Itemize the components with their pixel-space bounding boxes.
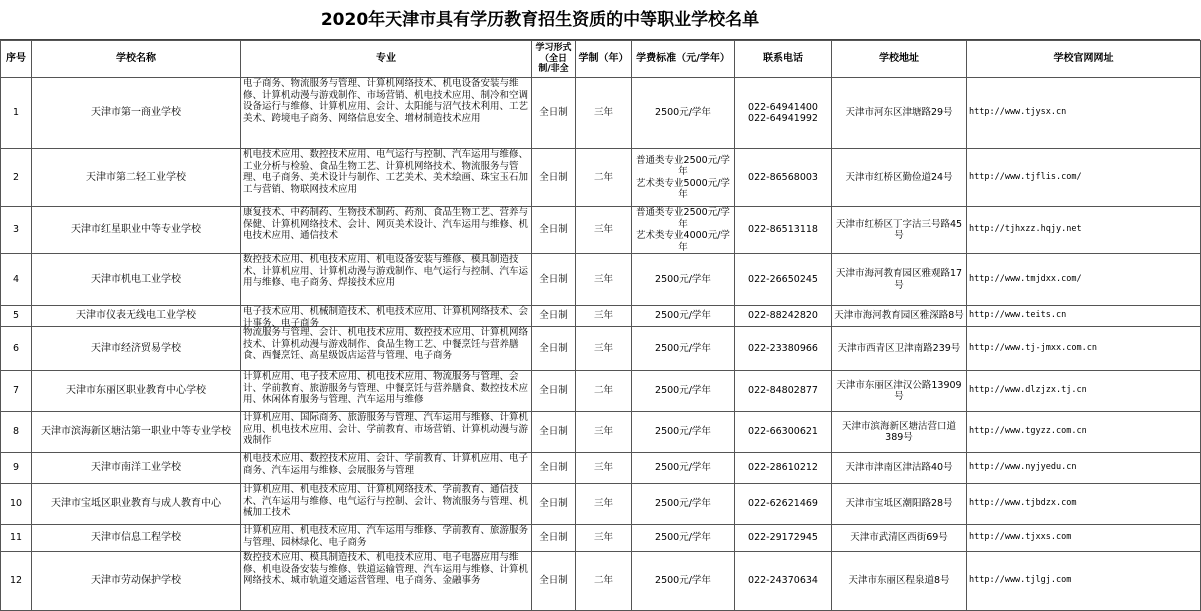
cell-website[interactable]: http://www.tjlgj.com bbox=[967, 552, 1201, 611]
table-row bbox=[1, 254, 1201, 306]
cell-website[interactable]: http://www.dlzjzx.tj.cn bbox=[967, 371, 1201, 412]
cell-school[interactable]: 天津市劳动保护学校 bbox=[32, 552, 241, 611]
table-row bbox=[1, 453, 1201, 484]
cell-school[interactable]: 天津市滨海新区塘沽第一职业中等专业学校 bbox=[32, 412, 241, 453]
cell-fee[interactable]: 2500元/学年 bbox=[632, 306, 735, 327]
cell-school[interactable]: 天津市机电工业学校 bbox=[32, 254, 241, 306]
cell-fee[interactable]: 2500元/学年 bbox=[632, 327, 735, 371]
cell-website[interactable]: http://tjhxzz.hqjy.net bbox=[967, 207, 1201, 254]
cell-form[interactable]: 全日制 bbox=[532, 484, 576, 525]
cell-phone[interactable]: 022-64941400 022-64941992 bbox=[735, 78, 832, 149]
cell-major[interactable] bbox=[241, 207, 532, 254]
cell-phone[interactable]: 022-88242820 bbox=[735, 306, 832, 327]
header-row bbox=[1, 41, 1201, 78]
major-text: 电子商务、物流服务与管理、计算机网络技术、机电设备安装与维修、计算机动漫与游戏制作、市场营销、机电技术应用、制冷和空调设备运行与维修、计算机应用、会计、太阳能与沼气技术利用、工艺美术、跨境电子商务、网络信息安全、增材制造技术应用 bbox=[243, 78, 529, 124]
cell-index[interactable]: 3 bbox=[1, 207, 32, 254]
cell-index[interactable]: 4 bbox=[1, 254, 32, 306]
cell-index[interactable]: 9 bbox=[1, 453, 32, 484]
cell-index[interactable]: 12 bbox=[1, 552, 32, 611]
header-years[interactable]: 学制（年） bbox=[576, 41, 632, 78]
cell-website[interactable]: http://www.tgyzz.com.cn bbox=[967, 412, 1201, 453]
major-text: 计算机应用、电子技术应用、机电技术应用、物流服务与管理、会计、学前教育、旅游服务与管理、中餐烹饪与营养膳食、数控技术应用、休闲体育服务与管理、汽车运用与维修 bbox=[243, 371, 529, 405]
cell-phone[interactable]: 022-24370634 bbox=[735, 552, 832, 611]
cell-address[interactable]: 天津市东丽区津汉公路13909号 bbox=[832, 371, 967, 412]
cell-years[interactable]: 三年 bbox=[576, 412, 632, 453]
cell-form[interactable]: 全日制 bbox=[532, 306, 576, 327]
major-text: 计算机应用、机电技术应用、计算机网络技术、学前教育、通信技术、汽车运用与维修、电气运行与控制、会计、物流服务与管理、机械加工技术 bbox=[243, 484, 529, 518]
cell-form[interactable]: 全日制 bbox=[532, 254, 576, 306]
cell-school[interactable]: 天津市东丽区职业教育中心学校 bbox=[32, 371, 241, 412]
header-address[interactable]: 学校地址 bbox=[832, 41, 967, 78]
cell-years[interactable]: 三年 bbox=[576, 525, 632, 552]
cell-school[interactable]: 天津市第一商业学校 bbox=[32, 78, 241, 149]
cell-website[interactable]: http://www.teits.cn bbox=[967, 306, 1201, 327]
major-text: 电子技术应用、机械制造技术、机电技术应用、计算机网络技术、会计事务、电子商务 bbox=[243, 306, 529, 329]
cell-fee[interactable]: 普通类专业2500元/学年 艺术类专业5000元/学年 bbox=[632, 149, 735, 207]
cell-phone[interactable]: 022-84802877 bbox=[735, 371, 832, 412]
cell-years[interactable]: 二年 bbox=[576, 552, 632, 611]
cell-school[interactable]: 天津市红星职业中等专业学校 bbox=[32, 207, 241, 254]
cell-major[interactable] bbox=[241, 371, 532, 412]
sheet-title-text: 2020年天津市具有学历教育招生资质的中等职业学校名单 bbox=[320, 10, 760, 30]
cell-website[interactable]: http://www.tmjdxx.com/ bbox=[967, 254, 1201, 306]
major-text: 物流服务与管理、会计、机电技术应用、数控技术应用、计算机网络技术、计算机动漫与游戏制作、食品生物工艺、中餐烹饪与营养膳食、西餐烹饪、高星级饭店运营与管理、电子商务 bbox=[243, 327, 529, 361]
cell-fee[interactable]: 2500元/学年 bbox=[632, 525, 735, 552]
cell-fee[interactable]: 2500元/学年 bbox=[632, 412, 735, 453]
cell-address[interactable]: 天津市河东区津塘路29号 bbox=[832, 78, 967, 149]
cell-website[interactable]: http://www.tj-jmxx.com.cn bbox=[967, 327, 1201, 371]
cell-years[interactable]: 三年 bbox=[576, 484, 632, 525]
table-row bbox=[1, 552, 1201, 611]
cell-index[interactable]: 6 bbox=[1, 327, 32, 371]
cell-website[interactable]: http://www.tjflis.com/ bbox=[967, 149, 1201, 207]
cell-school[interactable]: 天津市宝坻区职业教育与成人教育中心 bbox=[32, 484, 241, 525]
cell-major[interactable] bbox=[241, 525, 532, 552]
cell-major[interactable] bbox=[241, 327, 532, 371]
cell-form[interactable]: 全日制 bbox=[532, 327, 576, 371]
cell-website[interactable]: http://www.tjysx.cn bbox=[967, 78, 1201, 149]
cell-fee[interactable]: 2500元/学年 bbox=[632, 484, 735, 525]
table-row bbox=[1, 78, 1201, 149]
cell-fee[interactable]: 2500元/学年 bbox=[632, 552, 735, 611]
cell-address[interactable]: 天津市武清区西街69号 bbox=[832, 525, 967, 552]
cell-phone[interactable]: 022-23380966 bbox=[735, 327, 832, 371]
cell-fee[interactable]: 2500元/学年 bbox=[632, 78, 735, 149]
major-text: 机电技术应用、数控技术应用、会计、学前教育、计算机应用、电子商务、汽车运用与维修、会展服务与管理 bbox=[243, 453, 529, 476]
header-school[interactable]: 学校名称 bbox=[32, 41, 241, 78]
cell-years[interactable]: 三年 bbox=[576, 254, 632, 306]
cell-major[interactable] bbox=[241, 412, 532, 453]
header-form[interactable]: 学习形式（全日制/非全 bbox=[532, 41, 576, 78]
cell-index[interactable]: 7 bbox=[1, 371, 32, 412]
cell-years[interactable]: 二年 bbox=[576, 149, 632, 207]
cell-years[interactable]: 三年 bbox=[576, 306, 632, 327]
cell-address[interactable]: 天津市东丽区程泉道8号 bbox=[832, 552, 967, 611]
cell-index[interactable]: 1 bbox=[1, 78, 32, 149]
table-row bbox=[1, 327, 1201, 371]
cell-form[interactable]: 全日制 bbox=[532, 525, 576, 552]
table-row bbox=[1, 306, 1201, 327]
cell-phone[interactable]: 022-86513118 bbox=[735, 207, 832, 254]
cell-major[interactable] bbox=[241, 306, 532, 327]
cell-address[interactable]: 天津市红桥区丁字沽三号路45号 bbox=[832, 207, 967, 254]
major-text: 康复技术、中药制药、生物技术制药、药剂、食品生物工艺、营养与保健、计算机网络技术、会计、网页美术设计、汽车运用与维修、机电技术应用、通信技术 bbox=[243, 207, 529, 241]
header-fee[interactable]: 学费标准（元/学年） bbox=[632, 41, 735, 78]
major-text: 数控技术应用、机电技术应用、机电设备安装与维修、模具制造技术、计算机应用、计算机动漫与游戏制作、电气运行与控制、汽车运用与维修、电子商务、焊接技术应用 bbox=[243, 254, 529, 288]
major-text: 计算机应用、机电技术应用、汽车运用与维修、学前教育、旅游服务与管理、园林绿化、电子商务 bbox=[243, 525, 529, 548]
cell-years[interactable]: 三年 bbox=[576, 327, 632, 371]
major-text: 数控技术应用、模具制造技术、机电技术应用、电子电器应用与维修、机电设备安装与维修、铁道运输管理、汽车运用与维修、计算机网络技术、城市轨道交通运营管理、电子商务、金融事务 bbox=[243, 552, 529, 586]
cell-index[interactable]: 11 bbox=[1, 525, 32, 552]
cell-years[interactable]: 三年 bbox=[576, 453, 632, 484]
table-row bbox=[1, 371, 1201, 412]
cell-major[interactable] bbox=[241, 484, 532, 525]
cell-school[interactable]: 天津市经济贸易学校 bbox=[32, 327, 241, 371]
cell-form[interactable]: 全日制 bbox=[532, 412, 576, 453]
cell-years[interactable]: 三年 bbox=[576, 207, 632, 254]
table-row bbox=[1, 412, 1201, 453]
header-major[interactable]: 专业 bbox=[241, 41, 532, 78]
cell-address[interactable]: 天津市海河教育园区雅深路8号 bbox=[832, 306, 967, 327]
cell-website[interactable]: http://www.tjbdzx.com bbox=[967, 484, 1201, 525]
cell-index[interactable]: 8 bbox=[1, 412, 32, 453]
table-row bbox=[1, 525, 1201, 552]
cell-address[interactable]: 天津市海河教育园区雅观路17号 bbox=[832, 254, 967, 306]
cell-major[interactable] bbox=[241, 78, 532, 149]
header-phone[interactable]: 联系电话 bbox=[735, 41, 832, 78]
cell-fee[interactable]: 2500元/学年 bbox=[632, 371, 735, 412]
cell-major[interactable] bbox=[241, 149, 532, 207]
cell-index[interactable]: 2 bbox=[1, 149, 32, 207]
cell-phone[interactable]: 022-29172945 bbox=[735, 525, 832, 552]
cell-major[interactable] bbox=[241, 453, 532, 484]
cell-address[interactable]: 天津市宝坻区潮阳路28号 bbox=[832, 484, 967, 525]
table-row bbox=[1, 149, 1201, 207]
cell-phone[interactable]: 022-28610212 bbox=[735, 453, 832, 484]
cell-form[interactable]: 全日制 bbox=[532, 552, 576, 611]
cell-index[interactable]: 10 bbox=[1, 484, 32, 525]
schools-table bbox=[0, 40, 1201, 611]
cell-phone[interactable]: 022-66300621 bbox=[735, 412, 832, 453]
cell-fee[interactable]: 2500元/学年 bbox=[632, 254, 735, 306]
cell-school[interactable]: 天津市第二轻工业学校 bbox=[32, 149, 241, 207]
major-text: 机电技术应用、数控技术应用、电气运行与控制、汽车运用与维修、工业分析与检验、食品生物工艺、计算机网络技术、物流服务与管理、电子商务、美术设计与制作、工艺美术、美术绘画、珠宝玉石加工与营销、物联网技术应用 bbox=[243, 149, 529, 195]
cell-school[interactable]: 天津市信息工程学校 bbox=[32, 525, 241, 552]
cell-form[interactable]: 全日制 bbox=[532, 371, 576, 412]
table-row bbox=[1, 207, 1201, 254]
cell-address[interactable]: 天津市津南区津沽路40号 bbox=[832, 453, 967, 484]
cell-index[interactable]: 5 bbox=[1, 306, 32, 327]
cell-years[interactable]: 二年 bbox=[576, 371, 632, 412]
cell-major[interactable] bbox=[241, 254, 532, 306]
table-row bbox=[1, 484, 1201, 525]
cell-address[interactable]: 天津市西青区卫津南路239号 bbox=[832, 327, 967, 371]
major-text: 计算机应用、国际商务、旅游服务与管理、汽车运用与维修、计算机应用、机电技术应用、会计、学前教育、市场营销、计算机动漫与游戏制作 bbox=[243, 412, 529, 446]
cell-website[interactable]: http://www.tjxxs.com bbox=[967, 525, 1201, 552]
header-website[interactable]: 学校官网网址 bbox=[967, 41, 1201, 78]
cell-address[interactable]: 天津市红桥区勤俭道24号 bbox=[832, 149, 967, 207]
cell-major[interactable] bbox=[241, 552, 532, 611]
cell-fee[interactable]: 2500元/学年 bbox=[632, 453, 735, 484]
sheet-title bbox=[0, 0, 1200, 40]
cell-form[interactable]: 全日制 bbox=[532, 78, 576, 149]
cell-website[interactable]: http://www.nyjyedu.cn bbox=[967, 453, 1201, 484]
cell-phone[interactable]: 022-26650245 bbox=[735, 254, 832, 306]
cell-fee[interactable]: 普通类专业2500元/学年 艺术类专业4000元/学年 bbox=[632, 207, 735, 254]
cell-years[interactable]: 三年 bbox=[576, 78, 632, 149]
cell-form[interactable]: 全日制 bbox=[532, 453, 576, 484]
cell-school[interactable]: 天津市仪表无线电工业学校 bbox=[32, 306, 241, 327]
cell-address[interactable]: 天津市滨海新区塘沽营口道389号 bbox=[832, 412, 967, 453]
cell-school[interactable]: 天津市南洋工业学校 bbox=[32, 453, 241, 484]
cell-form[interactable]: 全日制 bbox=[532, 149, 576, 207]
cell-phone[interactable]: 022-62621469 bbox=[735, 484, 832, 525]
cell-phone[interactable]: 022-86568003 bbox=[735, 149, 832, 207]
cell-form[interactable]: 全日制 bbox=[532, 207, 576, 254]
header-index[interactable]: 序号 bbox=[1, 41, 32, 78]
